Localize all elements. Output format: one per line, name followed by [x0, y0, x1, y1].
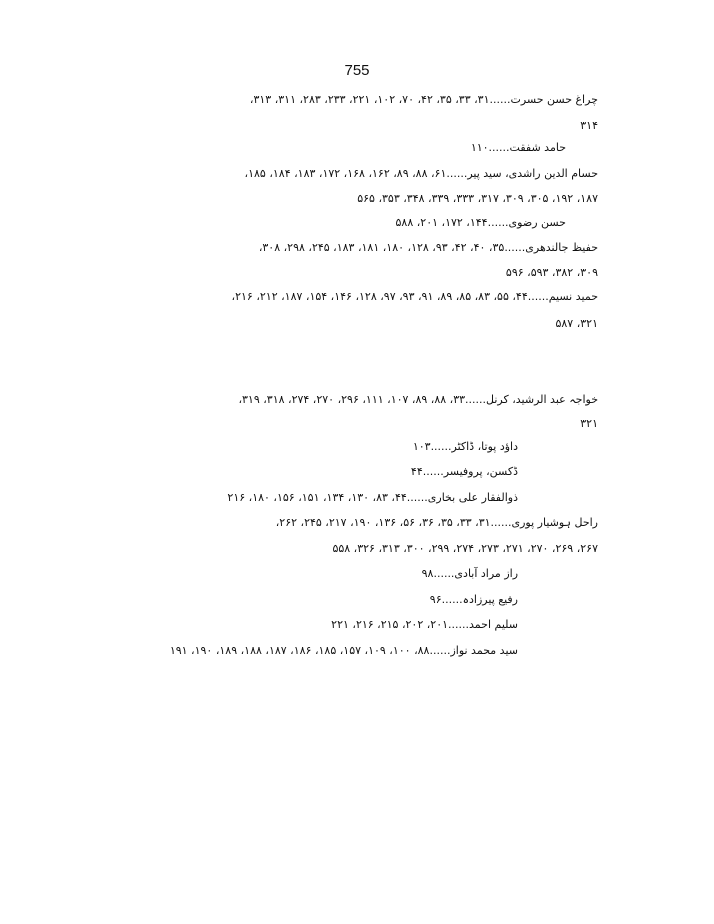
index-entry-chiragh-hasan-hasrat: چراغ حسن حسرت......۳۱، ۳۳، ۳۵، ۴۲، ۷۰، ۱۰۲، ۲۲۱، ۲۳۳، ۲۸۳، ۳۱۱، ۳۱۳،	[249, 93, 598, 106]
index-entry-continuation: ۳۲۱، ۵۸۷	[555, 317, 598, 330]
index-entry-daud-pota: داؤد پوتا، ڈاکٹر......۱۰۳	[412, 440, 518, 453]
page-number: 755	[344, 62, 370, 79]
index-entry-continuation: ۳۱۴	[580, 119, 598, 132]
index-entry-zulfiqar-ali-bukhari: ذوالفقار علی بخاری......۴۴، ۸۳، ۱۳۰، ۱۳۴، ۱۵۱، ۱۵۶، ۱۸۰، ۲۱۶	[227, 491, 518, 504]
index-entry-dickson: ڈکسن، پروفیسر......۴۴	[410, 465, 518, 478]
index-entry-saleem-ahmad: سلیم احمد......۲۰۱، ۲۰۲، ۲۱۵، ۲۱۶، ۲۲۱	[331, 618, 518, 631]
index-entry-khwaja-abdul-rashid: خواجہ عبد الرشید، کرنل......۳۳، ۸۸، ۸۹، ۱۰۷، ۱۱۱، ۲۹۶، ۲۷۰، ۲۷۴، ۳۱۸، ۳۱۹،	[238, 393, 598, 406]
index-entry-rahil-hoshiarpuri: راحل ہوشیار پوری......۳۱، ۳۳، ۳۵، ۳۶، ۵۶، ۱۳۶، ۱۹۰، ۲۱۷، ۲۴۵، ۲۶۲،	[275, 516, 598, 529]
index-entry-husamuddin-rashidi: حسام الدین راشدی، سید پیر......۶۱، ۸۸، ۸۹، ۱۶۲، ۱۶۸، ۱۷۲، ۱۸۳، ۱۸۴، ۱۸۵،	[244, 167, 598, 180]
index-entry-hamid-shafqat: حامد شفقت......۱۱۰	[470, 141, 566, 154]
index-entry-hafeez-jalandhari: حفیظ جالندھری......۳۵، ۴۰، ۴۲، ۹۳، ۱۲۸، ۱۸۰، ۱۸۱، ۱۸۳، ۲۴۵، ۲۹۸، ۳۰۸،	[258, 241, 598, 254]
index-entry-hameed-naseem: حمید نسیم......۴۴، ۵۵، ۸۳، ۸۵، ۸۹، ۹۱، ۹۳، ۹۷، ۱۲۸، ۱۴۶، ۱۵۴، ۱۸۷، ۲۱۲، ۲۱۶،	[231, 290, 598, 303]
index-entry-hasan-rizvi: حسن رضوی......۱۴۴، ۱۷۲، ۲۰۱، ۵۸۸	[395, 216, 566, 229]
index-entry-raz-muradabadi: راز مراد آبادی......۹۸	[421, 567, 518, 580]
index-entry-continuation: ۱۸۷، ۱۹۲، ۳۰۵، ۳۰۹، ۳۱۷، ۳۳۳، ۳۳۹، ۳۴۸، ۳۵۳، ۵۶۵	[357, 192, 598, 205]
index-entry-syed-muhammad-nawaz: سید محمد نواز......۸۸، ۱۰۰، ۱۰۹، ۱۵۷، ۱۸۵، ۱۸۶، ۱۸۷، ۱۸۸، ۱۸۹، ۱۹۰، ۱۹۱	[169, 644, 518, 657]
index-entry-continuation: ۳۰۹، ۳۸۲، ۵۹۳، ۵۹۶	[505, 266, 598, 279]
index-entry-continuation: ۳۲۱	[580, 417, 598, 430]
index-entry-continuation: ۲۶۷، ۲۶۹، ۲۷۰، ۲۷۱، ۲۷۳، ۲۷۴، ۲۹۹، ۳۰۰، ۳۱۳، ۳۲۶، ۵۵۸	[332, 542, 598, 555]
index-entry-rafi-pirzada: رفیع پیرزادہ......۹۶	[429, 593, 518, 606]
